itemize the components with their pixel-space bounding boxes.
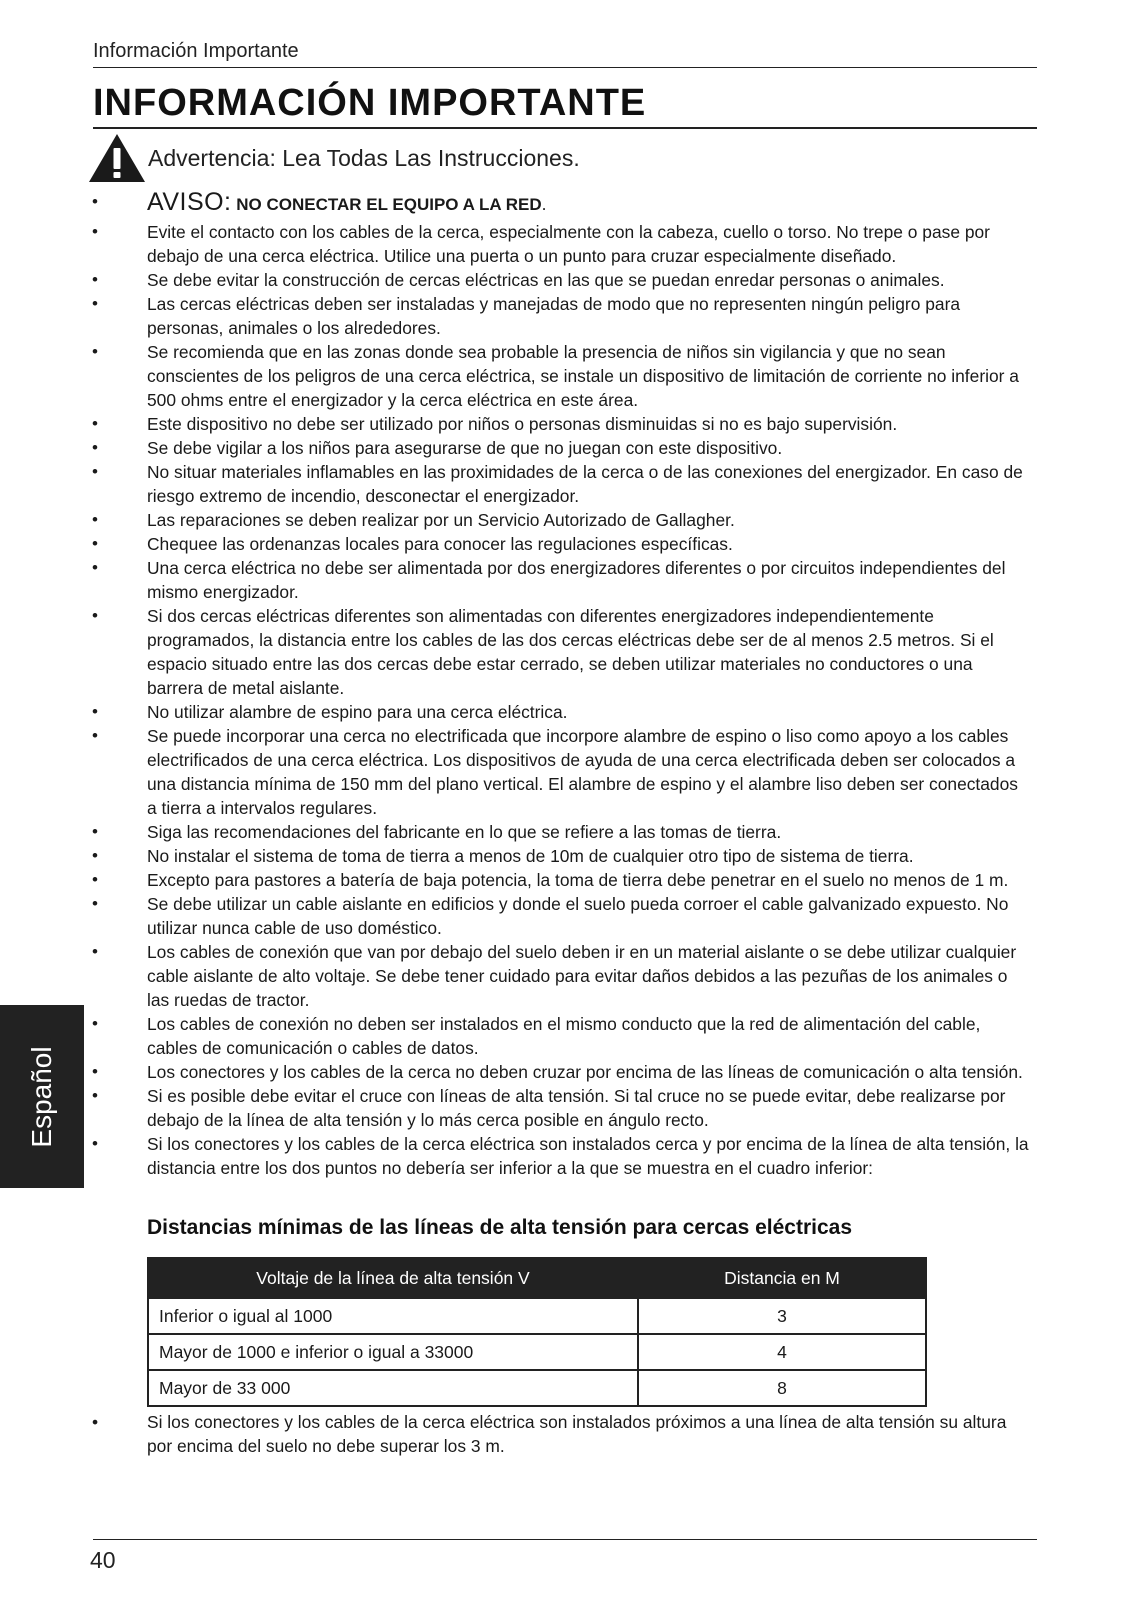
list-item-text: No situar materiales inflamables en las proximidades de la cerca o de las conexiones del energizador. En caso de riesgo extremo de incendio, desconectar el energizador. (147, 462, 1023, 506)
bullet-dot: • (92, 558, 98, 577)
list-item-text: Evite el contacto con los cables de la cerca, especialmente con la cabeza, cuello o torso. No trepe o pase por debajo de una cerca eléctrica. Utilice una puerta o un punto para cruzar especialmente diseñado. (147, 222, 990, 266)
list-item-text: Se debe utilizar un cable aislante en edificios y donde el suelo pueda corroer el cable galvanizado expuesto. No utilizar nunca cable de uso doméstico. (147, 894, 1009, 938)
list-item (0, 892, 1132, 940)
bullet-dot: • (92, 270, 98, 289)
language-tab-label: Español (26, 1045, 57, 1148)
list-item (0, 820, 1132, 844)
list-item (0, 532, 1132, 556)
list-item-text: Excepto para pastores a batería de baja potencia, la toma de tierra debe penetrar en el suelo no menos de 1 m. (147, 870, 1009, 890)
list-item (0, 724, 1132, 820)
table-row (148, 1334, 926, 1370)
table-row (148, 1298, 926, 1334)
bullet-dot: • (92, 1014, 98, 1033)
bullet-dot: • (92, 222, 98, 241)
list-item-text: Se recomienda que en las zonas donde sea probable la presencia de niños sin vigilancia y que no sean conscientes de los peligros de una cerca eléctrica, se instale un dispositivo de limitación de corriente no inferior a 500 ohms entre el energizador y la cerca eléctrica en este área. (147, 342, 1019, 410)
warning-triangle-icon (88, 133, 146, 183)
list-item-text: Se puede incorporar una cerca no electrificada que incorpore alambre de espino o liso como apoyo a los cables electrificados de una cerca eléctrica. Los dispositivos de ayuda de una cerca electrificada deben ser colocados a una distancia mínima de 150 mm del plano vertical. El alambre de espino y el alambre liso deben ser conectados a tierra a intervalos regulares. (147, 726, 1018, 818)
distance-cell: 8 (638, 1370, 926, 1406)
list-item-text: Se debe evitar la construcción de cercas eléctricas en las que se puedan enredar personas o animales. (147, 270, 945, 290)
table-heading: Distancias mínimas de las líneas de alta tensión para cercas eléctricas (147, 1216, 853, 1239)
list-item-text: No instalar el sistema de toma de tierra a menos de 10m de cualquier otro tipo de sistema de tierra. (147, 846, 914, 866)
bullet-dot: • (92, 1062, 98, 1081)
list-item-text: Si dos cercas eléctricas diferentes son alimentadas con diferentes energizadores independientemente programados, la distancia entre los cables de las dos cercas eléctricas debe ser de al menos 2.5 metros. Si el espacio situado entre las dos cercas debe estar cerrado, se deben utilizar materiales no conductores o una barrera de metal aislante. (147, 606, 994, 698)
aviso-text: NO CONECTAR EL EQUIPO A LA RED (231, 195, 542, 214)
list-item (0, 1012, 1132, 1060)
warning-row (88, 133, 580, 183)
bullet-dot: • (92, 192, 98, 211)
bullet-dot: • (92, 462, 98, 481)
bullet-dot: • (92, 1412, 99, 1432)
bullet-dot: • (92, 894, 98, 913)
distance-cell: 4 (638, 1334, 926, 1370)
bullet-dot: • (92, 822, 98, 841)
table-header-row (148, 1258, 926, 1298)
voltage-cell: Mayor de 1000 e inferior o igual a 33000 (148, 1334, 638, 1370)
bullet-dot: • (92, 414, 98, 433)
bullet-dot: • (92, 510, 98, 529)
safety-list (0, 187, 1132, 1180)
running-header: Información Importante (93, 40, 299, 62)
list-item (0, 940, 1132, 1012)
list-item (0, 868, 1132, 892)
bullet-dot: • (92, 1086, 98, 1105)
page-number: 40 (90, 1547, 116, 1573)
list-item-text: Si los conectores y los cables de la cerca eléctrica son instalados próximos a una línea de alta tensión su altura por encima del suelo no debe superar los 3 m. (147, 1412, 1007, 1456)
aviso-period: . (541, 194, 547, 214)
distance-cell: 3 (638, 1298, 926, 1334)
column-header-distance: Distancia en M (638, 1258, 926, 1298)
bullet-dot: • (92, 942, 98, 961)
list-item (0, 508, 1132, 532)
list-item-text: Chequee las ordenanzas locales para conocer las regulaciones específicas. (147, 534, 733, 554)
page-title: INFORMACIÓN IMPORTANTE (93, 82, 647, 124)
list-item-text: Una cerca eléctrica no debe ser alimentada por dos energizadores diferentes o por circuitos independientes del mismo energizador. (147, 558, 1006, 602)
warning-text: Advertencia: Lea Todas Las Instrucciones. (148, 144, 580, 171)
bullet-dot: • (92, 870, 98, 889)
list-item (0, 1060, 1132, 1084)
list-item-text: Siga las recomendaciones del fabricante en lo que se refiere a las tomas de tierra. (147, 822, 782, 842)
list-item-text: Las reparaciones se deben realizar por un Servicio Autorizado de Gallagher. (147, 510, 735, 530)
column-header-voltage: Voltaje de la línea de alta tensión V (148, 1258, 638, 1298)
list-item (0, 292, 1132, 340)
bullet-dot: • (92, 294, 98, 313)
list-item (0, 340, 1132, 412)
list-item-text: Los cables de conexión que van por debajo del suelo deben ir en un material aislante o se debe utilizar cualquier cable aislante de alto voltaje. Se debe tener cuidado para evitar daños debidos a las pezuñas de los animales o las ruedas de tractor. (147, 942, 1017, 1010)
list-item-text: Las cercas eléctricas deben ser instaladas y manejadas de modo que no representen ningún peligro para personas, animales o los alrededores. (147, 294, 961, 338)
bullet-dot: • (92, 606, 98, 625)
bullet-dot: • (92, 702, 98, 721)
list-item (0, 1132, 1132, 1180)
list-item-text: Si es posible debe evitar el cruce con líneas de alta tensión. Si tal cruce no se puede evitar, debe realizarse por debajo de la línea de alta tensión y lo más cerca posible en ángulo recto. (147, 1086, 1006, 1130)
list-item (0, 556, 1132, 604)
list-item (0, 268, 1132, 292)
list-item (0, 1410, 1132, 1458)
distance-table (147, 1257, 927, 1407)
list-item (0, 604, 1132, 700)
list-item (0, 460, 1132, 508)
bullet-dot: • (92, 438, 98, 457)
aviso-label: AVISO: (147, 188, 232, 216)
list-item-aviso (0, 187, 1132, 220)
list-item-text: No utilizar alambre de espino para una cerca eléctrica. (147, 702, 568, 722)
list-item-text: Se debe vigilar a los niños para asegurarse de que no juegan con este dispositivo. (147, 438, 783, 458)
list-item (0, 220, 1132, 268)
list-item-text: Los conectores y los cables de la cerca no deben cruzar por encima de las líneas de comunicación o alta tensión. (147, 1062, 1023, 1082)
bullet-dot: • (92, 342, 98, 361)
list-item (0, 1084, 1132, 1132)
voltage-cell: Mayor de 33 000 (148, 1370, 638, 1406)
list-item (0, 844, 1132, 868)
language-side-tab (0, 1005, 84, 1188)
bullet-dot: • (92, 534, 98, 553)
list-item-text: Los cables de conexión no deben ser instalados en el mismo conducto que la red de alimentación del cable, cables de comunicación o cables de datos. (147, 1014, 981, 1058)
list-item-text: Si los conectores y los cables de la cerca eléctrica son instalados cerca y por encima de la línea de alta tensión, la distancia entre los dos puntos no debería ser inferior a la que se muestra en el cuadro inferior: (147, 1134, 1029, 1178)
footer-divider (93, 1539, 1037, 1540)
title-divider (93, 127, 1037, 129)
bullet-dot: • (92, 1134, 98, 1153)
bullet-dot: • (92, 726, 98, 745)
bullet-dot: • (92, 846, 98, 865)
list-item-text: Este dispositivo no debe ser utilizado por niños o personas disminuidas si no es bajo supervisión. (147, 414, 898, 434)
list-item (0, 436, 1132, 460)
header-divider (93, 67, 1037, 68)
voltage-cell: Inferior o igual al 1000 (148, 1298, 638, 1334)
final-list (0, 1410, 1132, 1458)
table-row (148, 1370, 926, 1406)
list-item (0, 700, 1132, 724)
list-item (0, 412, 1132, 436)
